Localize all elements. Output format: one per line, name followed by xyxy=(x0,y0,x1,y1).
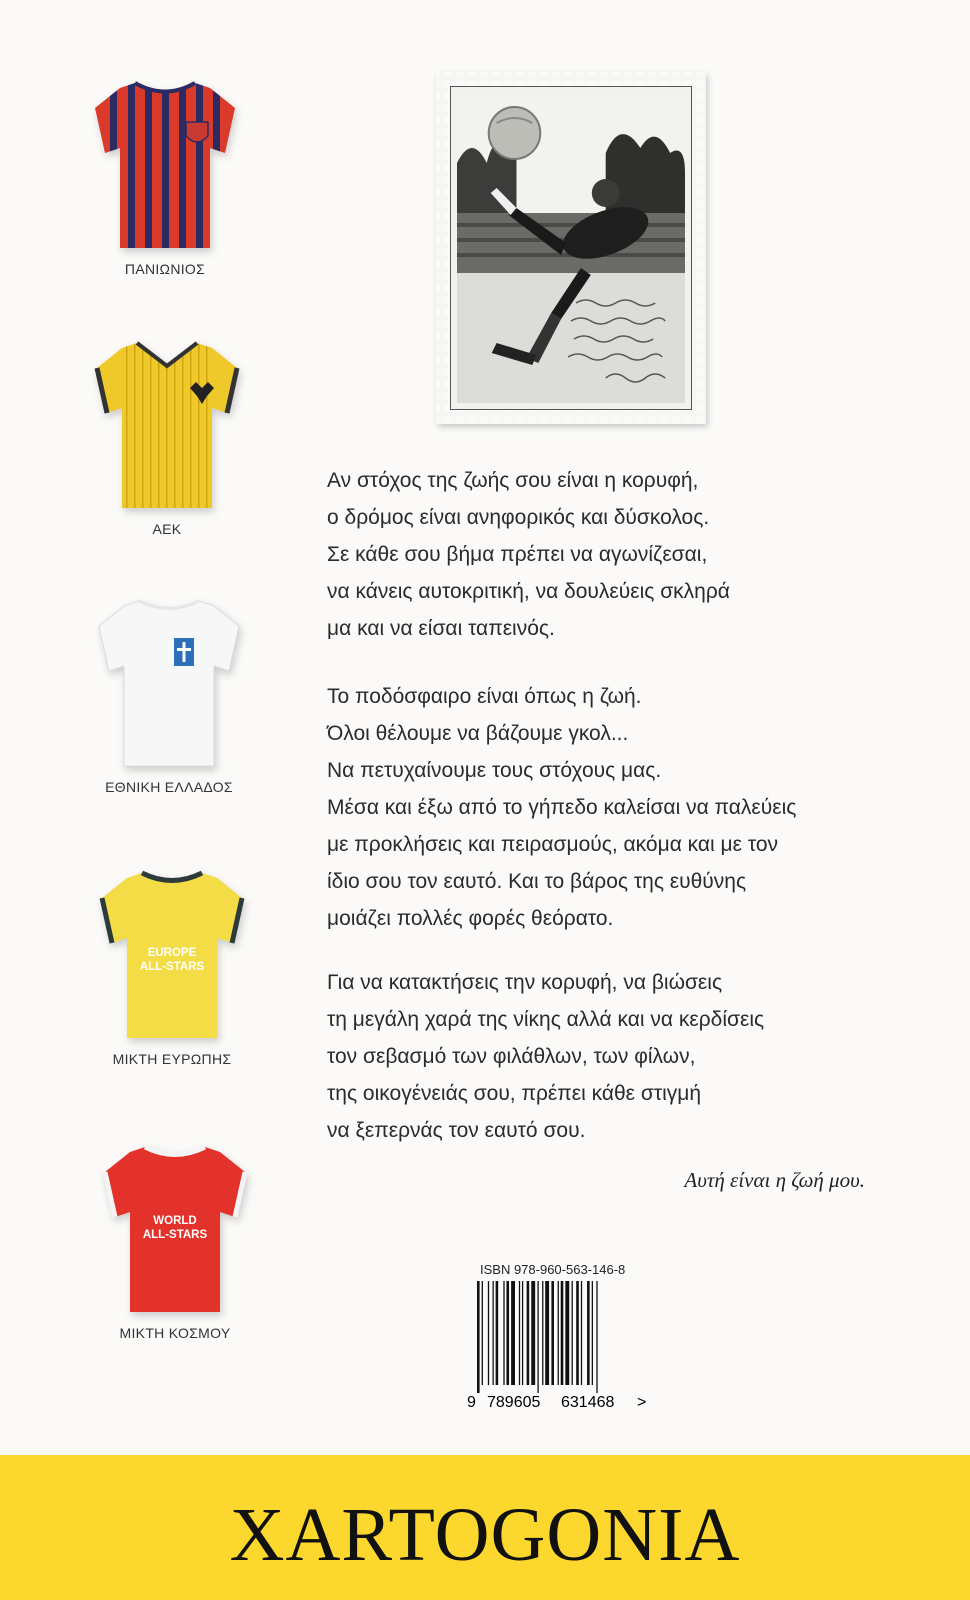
barcode-digit-tail: > xyxy=(637,1394,647,1411)
barcode-bar xyxy=(587,1281,590,1385)
jersey-label-aek: ΑΕΚ xyxy=(152,521,182,537)
europe-shirt-text-line1: EUROPE xyxy=(147,947,197,959)
barcode-bar xyxy=(531,1281,535,1385)
publisher-band xyxy=(0,1455,970,1600)
barcode-bar xyxy=(565,1281,569,1385)
paragraph-3 xyxy=(327,964,907,1149)
barcode-bar xyxy=(537,1281,538,1393)
barcode-bar xyxy=(506,1281,509,1385)
barcode-bar xyxy=(581,1281,582,1385)
barcode-bar xyxy=(592,1281,593,1385)
barcode-bar xyxy=(503,1281,504,1385)
barcode-bar xyxy=(522,1281,523,1385)
paragraph-3-line: τον σεβασμό των φιλάθλων, των φίλων, xyxy=(327,1045,696,1068)
jersey-aek xyxy=(92,338,242,537)
paragraph-3-line: της οικογένειάς σου, πρέπει κάθε στιγμή xyxy=(327,1082,702,1105)
jersey-label-greece: ΕΘΝΙΚΗ ΕΛΛΑΔΟΣ xyxy=(105,779,233,795)
jersey-aek-shirt-icon xyxy=(92,338,242,513)
paragraph-1-line: μα και να είσαι ταπεινός. xyxy=(327,617,555,640)
paragraph-2-line: Το ποδόσφαιρο είναι όπως η ζωή. xyxy=(327,685,642,708)
barcode-bar xyxy=(493,1281,494,1385)
jersey-panionios xyxy=(90,78,240,277)
barcode-bar xyxy=(527,1281,530,1385)
barcode-bar xyxy=(558,1281,559,1385)
barcode-bar xyxy=(482,1281,483,1385)
barcode-bar xyxy=(545,1281,549,1385)
barcode-bar xyxy=(542,1281,543,1385)
paragraph-2-line: Να πετυχαίνουμε τους στόχους μας. xyxy=(327,759,662,782)
barcode-digit-group1: 789605 xyxy=(487,1394,541,1411)
jersey-label-panionios: ΠΑΝΙΩΝΙΟΣ xyxy=(124,261,206,277)
barcode-digit-group2: 631468 xyxy=(561,1394,615,1411)
barcode-digit-lead: 9 xyxy=(467,1394,476,1411)
world-shirt-text-line1: WORLD xyxy=(153,1215,197,1227)
paragraph-3-line: Για να κατακτήσεις την κορυφή, να βιώσεις xyxy=(327,971,723,994)
paragraph-2-line: Όλοι θέλουμε να βάζουμε γκολ... xyxy=(327,722,629,745)
jersey-world-all-stars xyxy=(100,1142,250,1341)
barcode-bar xyxy=(596,1281,597,1393)
jersey-europe-shirt-icon xyxy=(97,868,247,1043)
barcode-bar xyxy=(496,1281,499,1385)
barcode-bar xyxy=(519,1281,520,1385)
isbn-barcode-block xyxy=(467,1262,667,1411)
barcode-bar xyxy=(561,1281,564,1385)
greek-flag-badge-icon xyxy=(174,638,194,666)
jersey-label-world: ΜΙΚΤΗ ΚΟΣΜΟΥ xyxy=(119,1325,231,1341)
paragraph-3-line: τη μεγάλη χαρά της νίκης αλλά και να κερδίσεις xyxy=(327,1008,765,1031)
paragraph-1-line: Αν στόχος της ζωής σου είναι η κορυφή, xyxy=(327,469,699,492)
paragraph-2 xyxy=(327,678,907,937)
barcode-bar xyxy=(551,1281,554,1385)
jersey-greece-shirt-icon xyxy=(94,596,244,771)
jersey-label-europe: ΜΙΚΤΗ ΕΥΡΩΠΗΣ xyxy=(112,1051,232,1067)
jersey-world-shirt-icon xyxy=(100,1142,250,1317)
paragraph-2-line: Μέσα και έξω από το γήπεδο καλείσαι να παλεύεις xyxy=(327,796,797,819)
jersey-panionios-shirt-icon xyxy=(90,78,240,253)
barcode-bar xyxy=(477,1281,480,1393)
barcode-bar xyxy=(572,1281,573,1385)
paragraph-1 xyxy=(327,462,907,647)
paragraph-1-line: να κάνεις αυτοκριτική, να δουλεύεις σκληρά xyxy=(327,580,730,603)
jersey-europe-all-stars xyxy=(97,868,247,1067)
barcode-bar xyxy=(511,1281,515,1385)
isbn-label: ISBN 978-960-563-146-8 xyxy=(480,1262,626,1277)
stamp-photo-frame xyxy=(436,72,706,424)
paragraph-2-line: ίδιο σου τον εαυτό. Και το βάρος της ευθύνης xyxy=(327,870,747,893)
barcode-icon xyxy=(467,1281,667,1411)
europe-shirt-text-line2: ALL-STARS xyxy=(139,961,205,973)
paragraph-3-line: να ξεπερνάς τον εαυτό σου. xyxy=(327,1119,586,1142)
barcode-bar xyxy=(488,1281,489,1385)
paragraph-1-line: Σε κάθε σου βήμα πρέπει να αγωνίζεσαι, xyxy=(327,543,708,566)
publisher-name: XARTOGONIA xyxy=(229,1493,741,1577)
paragraph-2-line: με προκλήσεις και πειρασμούς, ακόμα και με τον xyxy=(327,833,779,856)
world-shirt-text-line2: ALL-STARS xyxy=(142,1229,208,1241)
barcode-bar xyxy=(576,1281,579,1385)
football-player-bicycle-kick-photo-icon xyxy=(457,93,685,403)
signature-line: Αυτή είναι η ζωή μου. xyxy=(684,1168,865,1192)
jersey-greece xyxy=(94,596,244,795)
paragraph-1-line: ο δρόμος είναι ανηφορικός και δύσκολος. xyxy=(327,506,710,529)
paragraph-2-line: μοιάζει πολλές φορές θεόρατο. xyxy=(327,907,614,930)
